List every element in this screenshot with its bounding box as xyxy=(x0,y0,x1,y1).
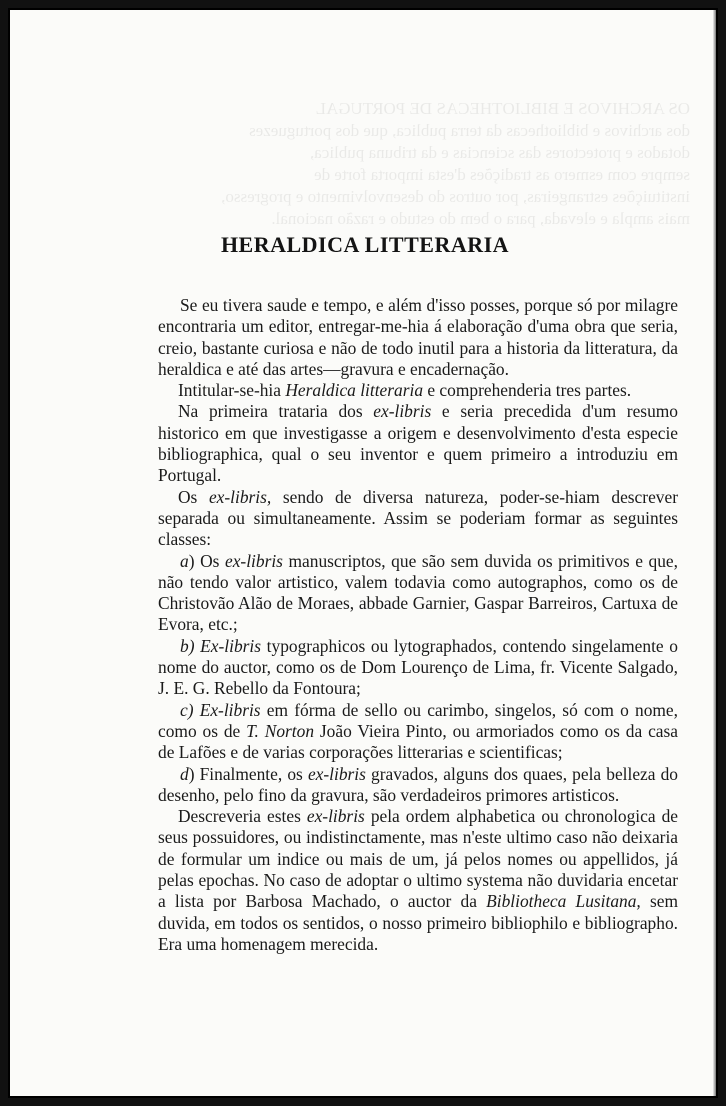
text-run: João Vieira Pinto, ou armoriados como os da casa de Lafões e de varias corporações litterarias e scientificas; xyxy=(158,720,678,763)
bleed-line: dos archivos e bibliothecas da terra publica, que dos portuguezes xyxy=(249,121,690,140)
italic-run: ex-libris, xyxy=(208,486,272,507)
paragraph xyxy=(158,295,678,380)
text-run: pela ordem alphabetica ou chronologica de seus possuidores, ou indistinctamente, mas n'este ultimo caso não deixaria de formular um indice ou mais de um, já pelos nomes ou appellidos, já pelas epochas. No caso de adoptar o ultimo systema não duvidaria encetar a lista por Barbosa Machado, o auctor da xyxy=(158,806,678,912)
text-run: em fórma de sello ou carimbo, singelos, só com o nome, como os de xyxy=(158,699,678,741)
bleed-line: dotados e protectores das sciencias e da tribuna publica, xyxy=(309,143,690,162)
italic-run: b) Ex-libris xyxy=(180,635,262,656)
text-run: ) Os xyxy=(188,550,225,571)
text-run: Na primeira trataria dos xyxy=(178,401,374,422)
text-run: manuscriptos, que são sem duvida os primitivos e que, não tendo valor artistico, valem todavia como autographos, como os de Christovão Alão de Moraes, abbade Garnier, Gaspar Barreiros, Cartuxa de Evora, etc.; xyxy=(158,550,678,635)
bleed-through-text xyxy=(50,98,690,230)
text-run: e comprehenderia tres partes. xyxy=(423,380,632,401)
page-title: HERALDICA LITTERARIA xyxy=(220,232,510,257)
page-edge-shadow xyxy=(713,10,716,1096)
bleed-line: mais ampla e elevada, para o bem do estudo e razão nacional. xyxy=(271,209,690,228)
text-run: Os xyxy=(178,486,209,507)
list-paragraph xyxy=(158,636,678,700)
paragraph xyxy=(158,806,678,955)
list-paragraph xyxy=(158,764,678,807)
paragraph xyxy=(158,401,678,486)
text-run: typographicos ou lytographados, contendo singelamente o nome do auctor, como os de Dom Lourenço de Lima, fr. Vicente Salgado, J. E. G. Rebello da Fontoura; xyxy=(158,635,678,699)
text-run: sem duvida, em todos os sentidos, o nosso primeiro bibliophilo e bibliographo. Era uma homenagem merecida. xyxy=(158,891,678,954)
italic-run: ex-libris xyxy=(224,550,283,571)
italic-run: c) Ex-libris xyxy=(180,699,261,720)
text-run: ) Finalmente, os xyxy=(188,763,308,784)
italic-run: ex-libris xyxy=(373,401,432,422)
paragraph xyxy=(158,380,678,401)
italic-run: Heraldica litteraria xyxy=(285,380,424,401)
bleed-line: OS ARCHIVOS E BIBLIOTHECAS DE PORTUGAL xyxy=(315,99,690,118)
italic-run: a xyxy=(180,550,189,571)
text-run: Se eu tivera saude e tempo, e além d'isso posses, porque só por milagre encontraria um editor, entregar-me-hia á elaboração d'uma obra que seria, creio, bastante curiosa e não de todo inutil para a historia da litteratura, da heraldica e até das artes—gravura e encadernação. xyxy=(158,295,678,379)
text-run: e seria precedida d'um resumo historico em que investigasse a origem e desenvolvimento d'esta especie bibliographica, qual o seu inventor e quem primeiro a introduziu em Portugal. xyxy=(158,401,678,486)
article-body xyxy=(158,295,678,955)
text-run: sendo de diversa natureza, poder-se-hiam descrever separada ou simultaneamente. Assim se poderiam formar as seguintes classes: xyxy=(158,486,678,550)
italic-run: d xyxy=(180,763,189,784)
italic-run: ex-libris xyxy=(307,763,366,784)
text-run: Descreveria estes xyxy=(178,806,307,827)
bleed-line: instituições estrangeiras, por outros do desenvolvimento e progresso, xyxy=(221,187,690,206)
bleed-line: sempre com esmero as tradições d'esta importa forte de xyxy=(314,165,690,184)
text-run: Intitular-se-hia xyxy=(178,380,286,401)
list-paragraph xyxy=(158,700,678,764)
list-paragraph xyxy=(158,551,678,636)
paragraph xyxy=(158,487,678,551)
italic-run: ex-libris xyxy=(306,806,365,827)
italic-run: Bibliotheca Lusitana, xyxy=(486,891,641,912)
page xyxy=(8,8,718,1098)
italic-run: T. Norton xyxy=(246,720,315,741)
text-run: gravados, alguns dos quaes, pela belleza do desenho, pelo fino da gravura, são verdadeiros primores artisticos. xyxy=(158,763,679,805)
